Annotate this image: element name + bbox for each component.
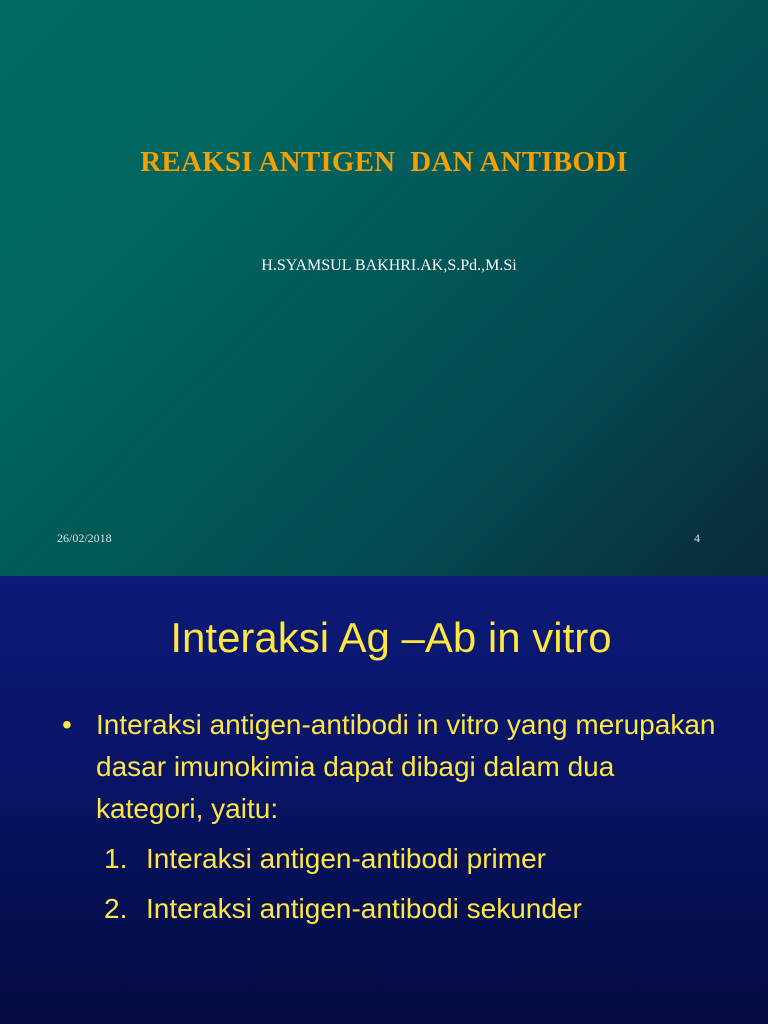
list-item-number: 1. (104, 843, 128, 874)
list-item-text: Interaksi antigen-antibodi primer (146, 843, 546, 874)
list-item (104, 884, 722, 934)
slide-date: 26/02/2018 (57, 531, 112, 545)
bullet-item (62, 704, 722, 830)
slide-title: REAKSI ANTIGEN DAN ANTIBODI (140, 146, 628, 178)
slide-heading: Interaksi Ag –Ab in vitro (170, 614, 612, 661)
list-item (104, 834, 722, 884)
slide-body (62, 704, 722, 934)
numbered-list (62, 834, 722, 934)
bullet-icon: • (62, 709, 72, 740)
slide-author: H.SYAMSUL BAKHRI.AK,S.Pd.,M.Si (261, 257, 517, 274)
list-item-number: 2. (104, 893, 128, 924)
list-item-text: Interaksi antigen-antibodi sekunder (146, 893, 582, 924)
bullet-text: Interaksi antigen-antibodi in vitro yang merupakan dasar imunokimia dapat dibagi dalam dua kategori, yaitu: (96, 709, 716, 824)
slide-page-number: 4 (694, 531, 700, 545)
content-slide (0, 576, 768, 1024)
